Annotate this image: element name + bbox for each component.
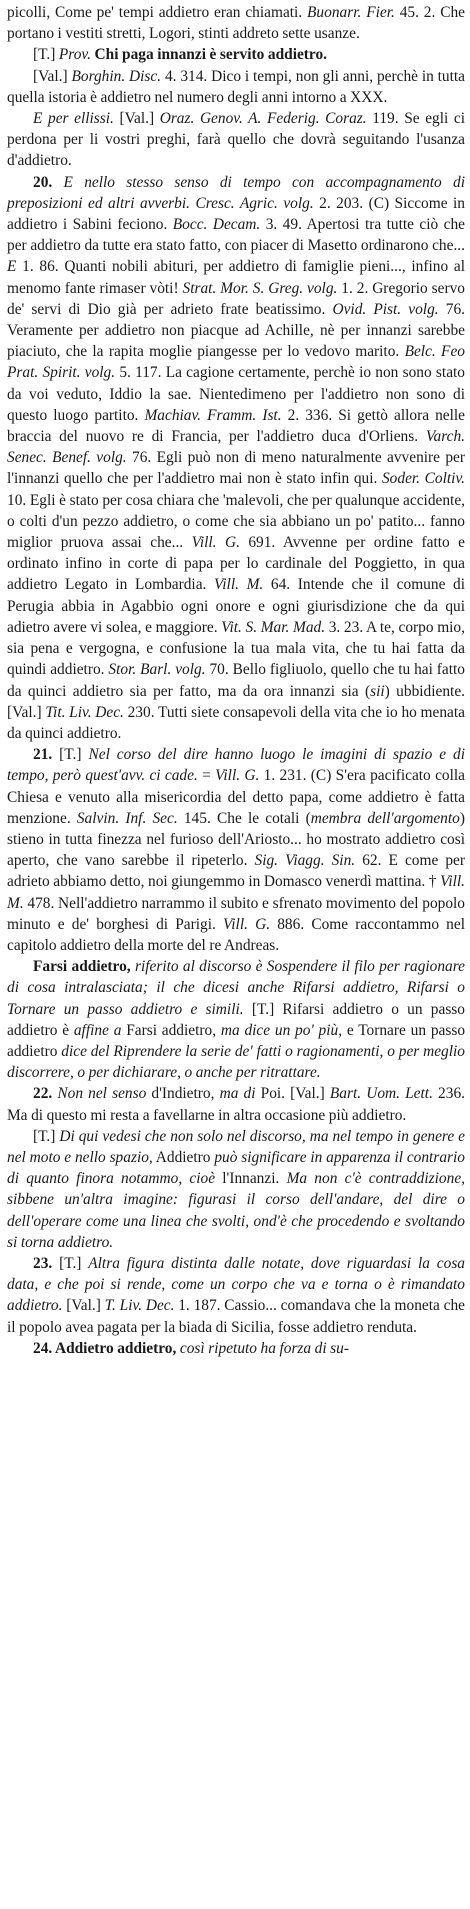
italic-text: Salvin. Inf. Sec. [76, 809, 178, 827]
body-text: l'Innanzi. [215, 1170, 287, 1188]
body-text: 230. Tutti siete consapevoli della vita che io ho menata da quinci addietro. [7, 703, 465, 742]
italic-text: Varch. Senec. Benef. volg. [7, 428, 465, 467]
entry-paragraph [7, 1083, 465, 1125]
italic-text: così ripetuto ha forza di su- [176, 1339, 349, 1357]
body-text: [T.] [33, 1127, 60, 1145]
italic-text: riferito al discorso è Sospendere il filo per ragionare di cosa intralasciata; il che dicesi anche Rifarsi addietro, Rifarsi o Tornare un passo addietro e simili. [7, 958, 465, 1018]
body-text: 76. Egli può non di meno naturalmente avvenire per l'innanzi quello che per l'addietro mai non è stato infin qui. [7, 449, 466, 488]
body-text: picolli, Come pe' tempi addietro eran chiamati. [7, 4, 308, 21]
body-text: 691. Avvenne per ordine fatto e ordinato infino in corte di papa per lo cardinale del Poggietto, in qua addietro Legato in Lombardia. [7, 534, 465, 594]
italic-text: Ovid. Pist. volg. [332, 300, 439, 318]
body-text: d'Indietro, [146, 1085, 220, 1103]
body-text: Farsi addietro, [121, 1021, 221, 1039]
body-text: 145. Che le cotali ( [177, 809, 311, 827]
body-text: [Val.] [62, 1297, 105, 1315]
bold-text: 22. [33, 1085, 53, 1103]
body-text: = [197, 767, 216, 785]
body-text: 2. 336. Si gettò allora nelle braccia del nuovo re di Francia, per l'addietro duca d'Orliens. [7, 406, 465, 446]
entry-paragraph [7, 956, 465, 1083]
bold-text: Farsi addietro, [33, 958, 131, 976]
entry-paragraph [7, 44, 465, 65]
body-text: 70. Bello figliuolo, quello che tu hai fatto da quinci addietro sia per fatto, ma da ora innanzi sia ( [7, 661, 465, 700]
italic-text: Strat. Mor. S. Greg. volg. [182, 279, 338, 297]
body-text: , e Tornare un passo addietro [7, 1021, 466, 1060]
italic-text: Machiav. Framm. Ist. [144, 406, 282, 424]
entry-paragraph [7, 66, 465, 108]
bold-text: Addietro addietro, [52, 1339, 177, 1357]
body-text: 10. Egli è stato per cosa chiara che 'malevoli, che per qualunque accidente, o colti d'un pezzo addietro, o come che sia abbiano un po' patito... fanno miglior pruova assai che... [7, 491, 465, 552]
bold-text: 20. [33, 173, 53, 191]
body-text: 3. 23. A te, corpo mio, sia pena e vergogna, e confusione la tua mala vita, che tu hai fatta da quindi addietro. [7, 618, 465, 679]
italic-text: membra dell'argomento [310, 809, 460, 827]
italic-text: Ma non c'è contraddizione, sibbene un'altra imagine: figurasi il corso dell'andare, del dire o dell'operare come una linea che svolti, ond'è che procedendo e svoltando si torna addietro. [7, 1170, 465, 1251]
italic-text: Tit. Liv. Dec. [45, 703, 124, 721]
italic-text: Buonarr. Fier. [307, 4, 395, 21]
body-text: 236. Ma di questo mi resta a favellarne in altra occasione più addietro. [7, 1085, 465, 1124]
body-text: [Val.] [113, 110, 160, 128]
body-text: 64. Intende che il comune di Perugia abbia in Agabbio ogni onore e ogni giurisdizione che da qui adietro avere vi solea, e maggiore. [7, 576, 466, 636]
body-text: 76. Veramente per addietro non piacque ad Achille, nè per innanzi sarebbe piaciuto, che la rapita moglie piangesse per lo vedovo marito. [7, 300, 465, 361]
entry-paragraph [7, 172, 465, 744]
body-text: 62. E come per adrieto abbiamo detto, noi giungemmo in Domasco venerdì mattina. † [7, 852, 465, 891]
italic-text: Vill. G. [191, 534, 240, 552]
body-text: 1. 86. Quanti nobili abituri, per addietro di famiglie pieni..., infino al menomo fante rimaser vòti! [7, 258, 465, 297]
body-text: 45. 2. Che portano i vestiti stretti, Logori, stinti addreto sette usanze. [7, 4, 465, 43]
italic-text: Vill. M. [214, 576, 264, 594]
entry-paragraph [7, 1253, 465, 1338]
body-text: [T.] [52, 746, 89, 764]
italic-text: Vill. M. [7, 873, 465, 912]
bold-text: 23. [33, 1254, 53, 1272]
italic-text: può significare in apparenza il contrario di quanto finora notammo, cioè [7, 1148, 465, 1188]
italic-text: ma dice un po' più [220, 1021, 339, 1039]
entry-paragraph [7, 1338, 465, 1359]
body-text: Poi. [Val.] [255, 1085, 330, 1103]
italic-text: Vill. G. [223, 915, 271, 933]
italic-text: Nel corso del dire hanno luogo le imagini di spazio e di tempo, però quest'avv. ci cade. [7, 746, 466, 785]
italic-text: Non nel senso [52, 1085, 147, 1103]
entry-paragraph [7, 744, 465, 956]
italic-text: Belc. Feo Prat. Spirit. volg. [7, 343, 465, 382]
bold-text: Chi paga innanzi è servito addietro. [90, 46, 328, 64]
body-text: 1. 2. Gregorio servo de' servi di Dio già per adrieto frate beatissimo. [7, 279, 466, 318]
body-text: [T.] Rifarsi addietro o un passo addietro è [7, 1000, 465, 1039]
body-text: 2. 203. (C) Siccome in addietro i Sabini feciono. [7, 194, 465, 234]
italic-text: Bocc. Decam. [172, 216, 261, 234]
italic-text: Prov. [58, 46, 91, 64]
entry-paragraph [7, 108, 465, 172]
italic-text: E nello stesso senso di tempo con accompagnamento di preposizioni ed altri avverbi. Cresc. Agric. volg. [7, 173, 465, 212]
body-text: 1. 187. Cassio... comandava che la moneta che il popolo avea pagata per la biada di Sicilia, fosse addietro renduta. [7, 1297, 465, 1336]
italic-text: Vill. G. [215, 767, 260, 785]
italic-text: E [7, 258, 17, 276]
italic-text: ma di [219, 1085, 256, 1103]
italic-text: dice del Riprendere la serie de' fatti o ragionamenti, o per meglio discorrere, o per dichiarare, o anche per ritrattare. [7, 1042, 465, 1082]
entry-paragraph [7, 2, 465, 44]
body-text: 5. 117. La cagione certamente, perchè io non sono stato da voi veduto, Iddio la sae. Nientedimeno per l'addietro non sono di questo luogo partito. [7, 364, 465, 424]
body-text: [Val.] [33, 67, 72, 85]
body-text: 1. 231. (C) S'era pacificato colla Chiesa e venuto alla misericordia del detto papa, come addietro è fatta menzione. [7, 767, 465, 827]
italic-text: Soder. Coltiv. [381, 470, 465, 488]
italic-text: Vit. S. Mar. Mad. [221, 618, 326, 636]
bold-text: 24. [33, 1339, 53, 1357]
italic-text: Stor. Barl. volg. [108, 661, 206, 679]
body-text: ) ubbidiente. [Val.] [7, 682, 465, 721]
italic-text: Sig. Viagg. Sin. [254, 852, 356, 870]
italic-text: Borghin. Disc. [71, 67, 162, 85]
italic-text: sii [370, 682, 385, 700]
bold-text: 21. [33, 746, 53, 764]
body-text: ) stieno in tutta finezza nel furioso dell'Ariosto... ho mostrato addietro così aperto, che vano sarebbe il ripeterlo. [7, 809, 465, 870]
italic-text: affine a [73, 1021, 122, 1039]
body-text: 478. Nell'addietro narrammo il subito e sfrenato movimento del popolo minuto e de' borghesi di Parigi. [7, 894, 465, 933]
italic-text: Oraz. Genov. A. Federig. Coraz. [159, 110, 367, 128]
body-text: 3. 49. Apertosi tra tutte ciò che per addietro da tutte era stato fatto, con piacer di Masetto ordinarono che... [7, 216, 465, 255]
body-text: [T.] [52, 1254, 89, 1272]
italic-text: E per ellissi. [33, 110, 114, 128]
entry-paragraph [7, 1126, 465, 1253]
italic-text: Altra figura distinta dalle notate, dove riguardasi la cosa data, e che poi si rende, come un corpo che va e torna o è rimandato addietro. [7, 1254, 466, 1315]
body-text: 4. 314. Dico i tempi, non gli anni, perchè in tutta quella istoria è addietro nel numero degli anni intorno a XXX. [7, 67, 465, 106]
body-text: [T.] [33, 46, 59, 64]
body-text: Addietro [152, 1148, 215, 1166]
body-text: 886. Come raccontammo nel capitolo addietro della morte del re Andreas. [7, 915, 465, 954]
italic-text: Di qui vedesi che non solo nel discorso, ma nel tempo in genere e nel moto e nello spazio, [7, 1127, 466, 1166]
body-text: 119. Se egli ci perdona per li vostri preghi, farà quello che dovrà seguitando l'usanza d'addietro. [7, 110, 465, 170]
italic-text: Bart. Uom. Lett. [329, 1085, 433, 1103]
italic-text: T. Liv. Dec. [104, 1297, 175, 1315]
